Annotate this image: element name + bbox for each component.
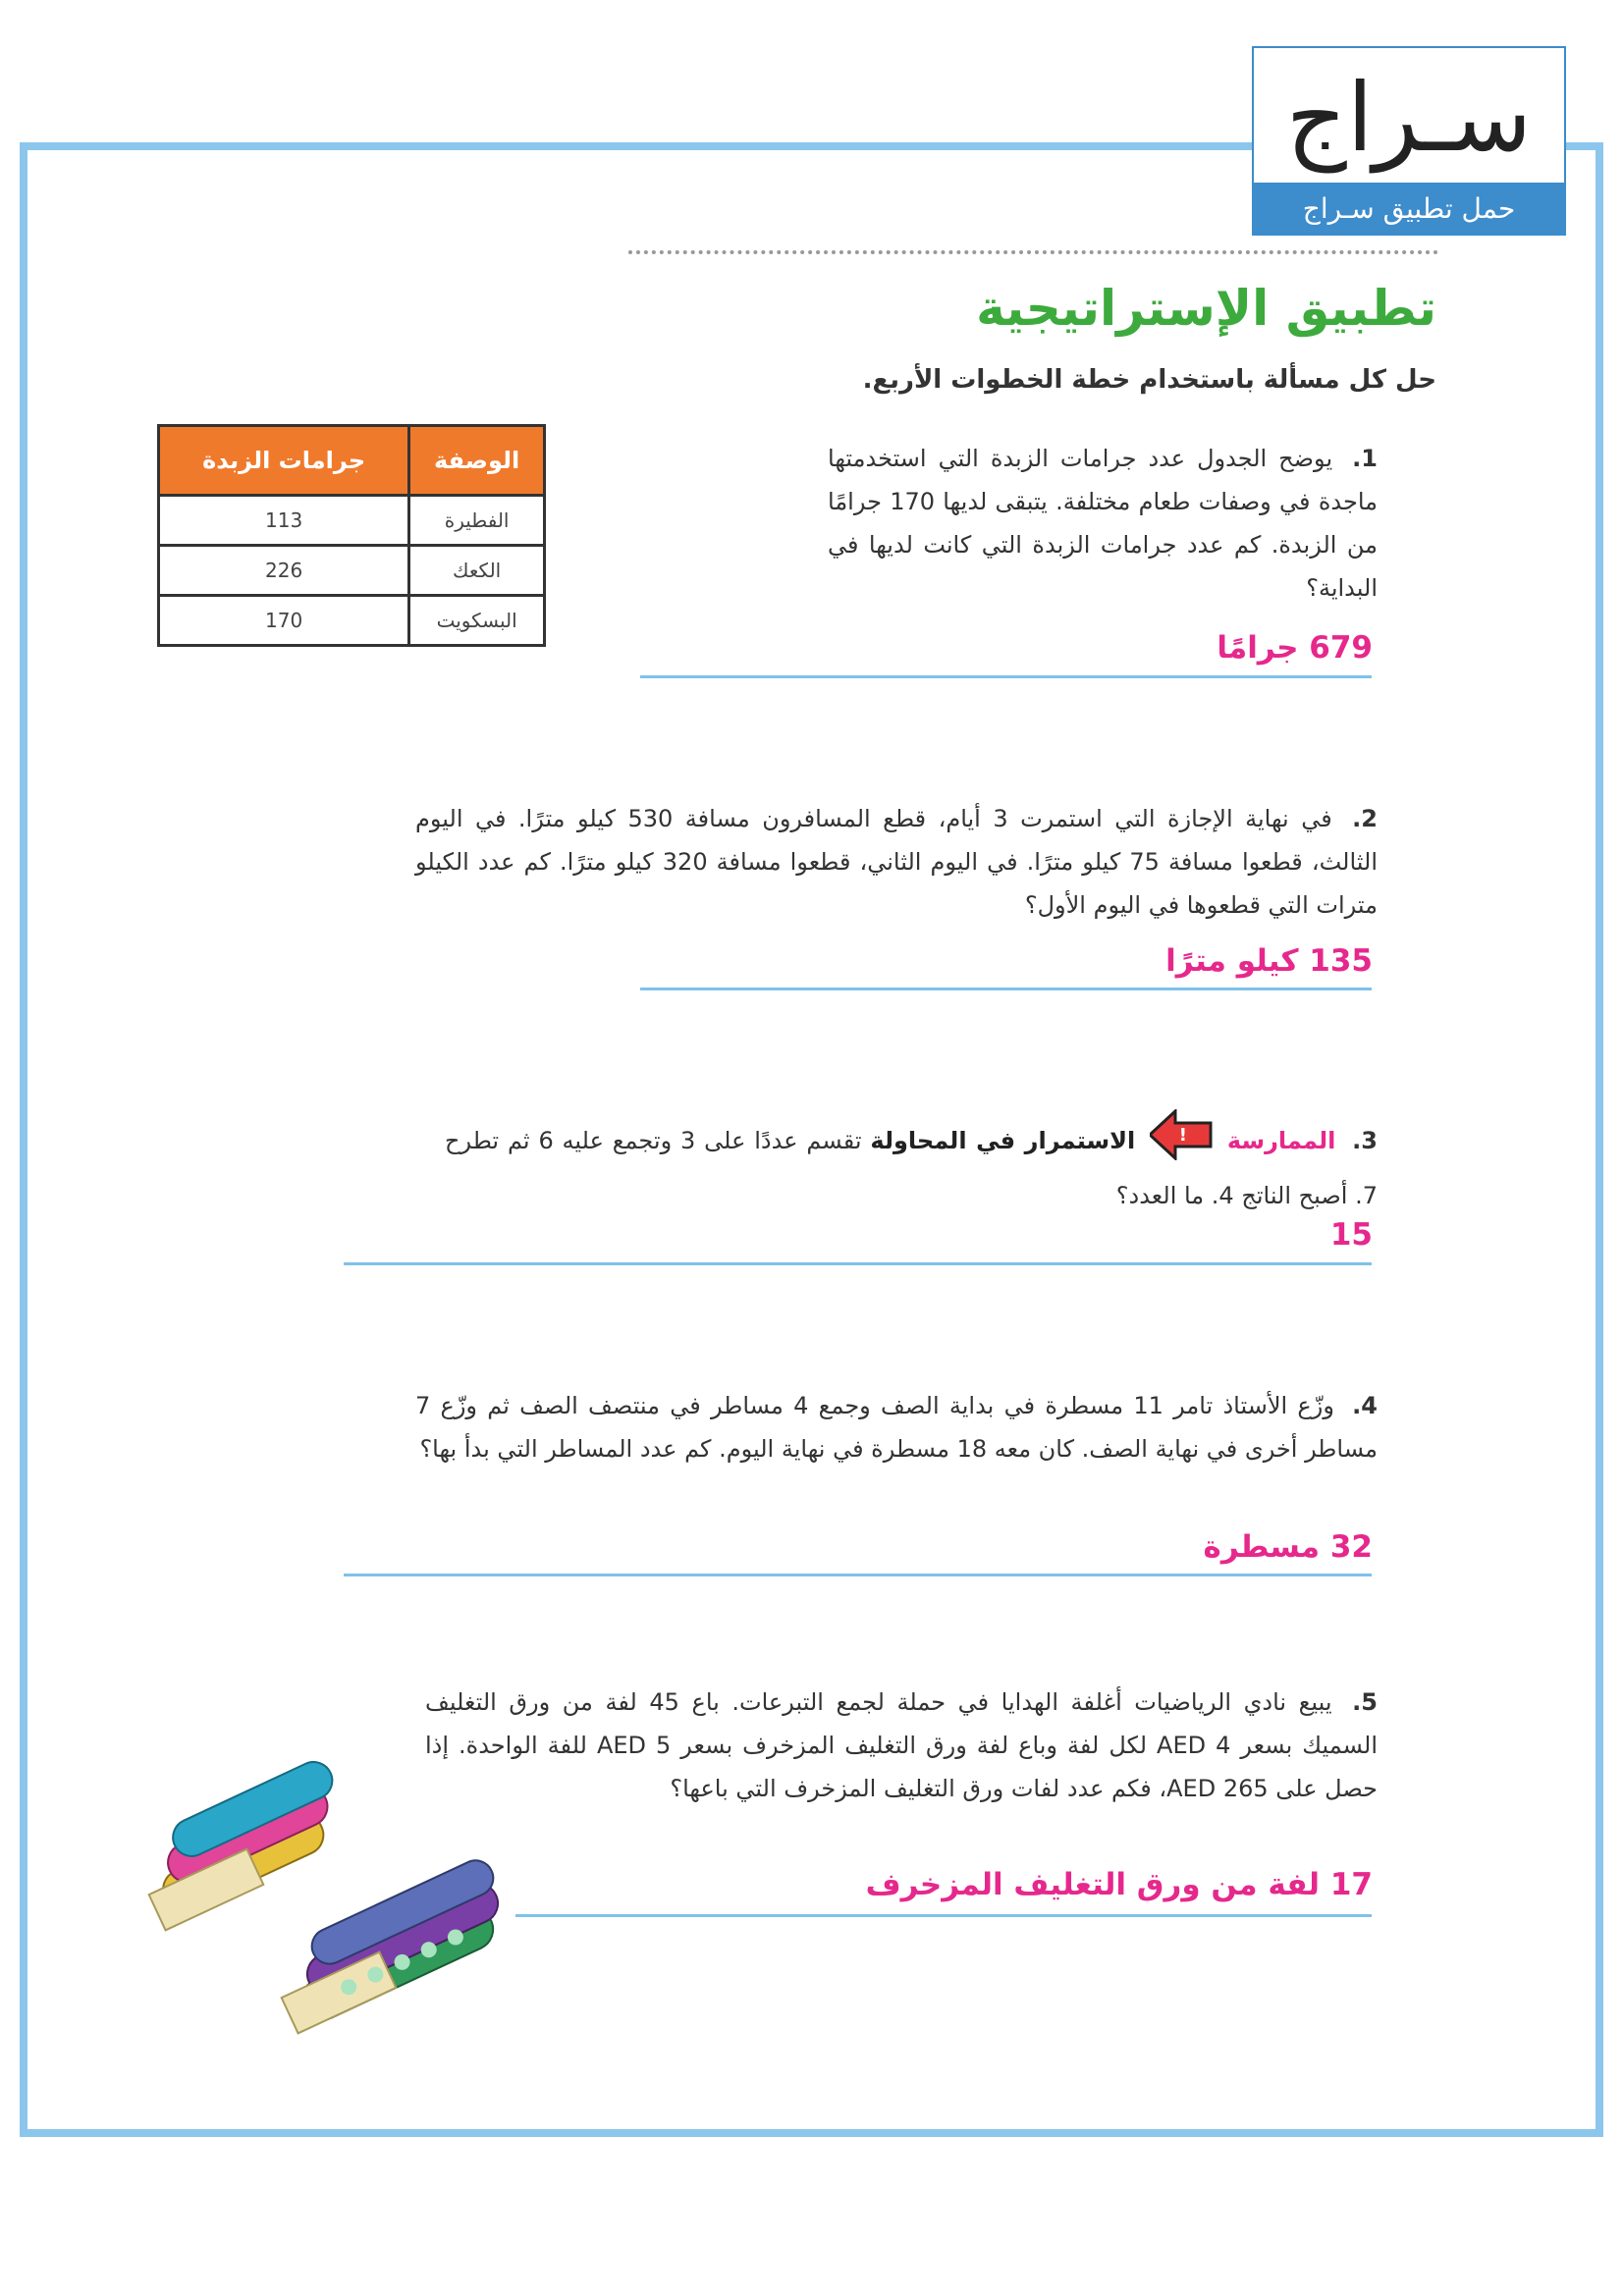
svg-text:!: ! [1178, 1125, 1188, 1146]
table-cell: 170 [159, 596, 409, 646]
answer-line [515, 1914, 1372, 1917]
logo-word: سـراج [1285, 63, 1533, 173]
question-text: وزّع الأستاذ تامر 11 مسطرة في بداية الصف وجمع 4 مساطر في منتصف الصف ثم وزّع 7 مساطر أخرى في نهاية الصف. كان معه 18 مسطرة في نهاية اليوم. كم عدد المساطر التي بدأ بها؟ [415, 1392, 1378, 1463]
answer-line [640, 675, 1372, 678]
table-cell: 113 [159, 496, 409, 546]
question-3 [445, 1109, 1378, 1217]
question-text: يبيع نادي الرياضيات أغلفة الهدايا في حملة لجمع التبرعات. باع 45 لفة من ورق التغليف السميك بسعر 4 AED لكل لفة وباع لفة ورق التغليف المزخرف بسعر 5 AED للفة الواحدة. إذا حصل على 265 AED، فكم عدد لفات ورق التغليف المزخرف التي باعها؟ [425, 1688, 1379, 1802]
question-1 [828, 437, 1378, 610]
question-number: 5. [1352, 1688, 1378, 1716]
question-text: في نهاية الإجازة التي استمرت 3 أيام، قطع المسافرون مسافة 530 كيلو مترًا. في اليوم الثالث، قطعوا مسافة 75 كيلو مترًا. في اليوم الثاني، قطعوا مسافة 320 كيلو مترًا. كم عدد الكيلو مترات التي قطعوها في اليوم الأول؟ [415, 805, 1378, 919]
plain-rolls [149, 1756, 339, 1931]
question-text: تقسم عددًا على 3 وتجمع عليه 6 ثم تطرح 7. أصبح الناتج 4. ما العدد؟ [445, 1127, 1378, 1209]
answer-line [344, 1574, 1372, 1576]
question-number: 2. [1352, 805, 1378, 832]
table-cell: البسكويت [409, 596, 545, 646]
question-2 [415, 797, 1378, 927]
copyright-strip [1522, 1590, 1536, 2022]
table-header-row [159, 426, 545, 496]
table-cell: الفطيرة [409, 496, 545, 546]
question-number: 3. [1352, 1127, 1378, 1154]
table-row [159, 596, 545, 646]
answer-2: 135 كيلو مترًا [1165, 943, 1373, 979]
dotted-divider [628, 250, 1438, 254]
question-number: 4. [1352, 1392, 1378, 1419]
question-text: يوضح الجدول عدد جرامات الزبدة التي استخدمتها ماجدة في وصفات طعام مختلفة. يتبقى لديها 170 جرامًا من الزبدة. كم عدد جرامات الزبدة التي كانت لديها في البداية؟ [828, 445, 1378, 602]
question-number: 1. [1352, 445, 1378, 472]
table-header: الوصفة [409, 426, 545, 496]
patterned-rolls [282, 1854, 505, 2033]
wrapping-paper-illustration [147, 1747, 560, 2042]
table-header: جرامات الزبدة [159, 426, 409, 496]
answer-line [640, 988, 1372, 990]
arrow-icon [1150, 1109, 1213, 1174]
answer-line [344, 1262, 1372, 1265]
practice-label: الممارسة [1226, 1127, 1336, 1154]
butter-table [157, 424, 546, 647]
page-title: تطبيق الإستراتيجية [976, 280, 1436, 337]
persevere-label: الاستمرار في المحاولة [870, 1127, 1136, 1154]
answer-1: 679 جرامًا [1217, 630, 1373, 666]
table-cell: الكعك [409, 546, 545, 596]
answer-5: 17 لفة من ورق التغليف المزخرف [865, 1867, 1373, 1902]
instruction: حل كل مسألة باستخدام خطة الخطوات الأربع. [862, 365, 1436, 395]
logo-tagline[interactable]: حمل تطبيق سـراج [1254, 183, 1564, 234]
question-5 [425, 1681, 1378, 1810]
answer-4: 32 مسطرة [1203, 1529, 1373, 1565]
table-row [159, 546, 545, 596]
question-4 [415, 1384, 1378, 1470]
table-row [159, 496, 545, 546]
answer-3: 15 [1329, 1217, 1373, 1253]
table-cell: 226 [159, 546, 409, 596]
logo[interactable] [1252, 46, 1566, 236]
